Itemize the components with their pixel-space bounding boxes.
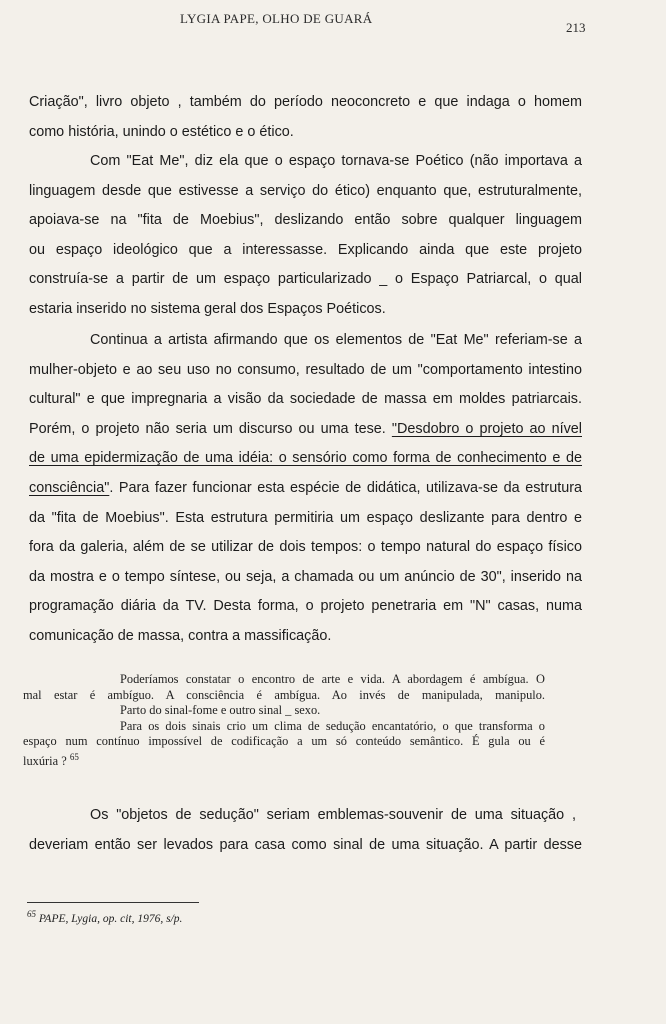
block-quote [23, 672, 545, 768]
quote-line: Parto do sinal-fome e outro sinal _ sexo. [120, 703, 321, 718]
footnote [27, 909, 182, 925]
footnote-marker: 65 [27, 909, 36, 919]
underlined-quote: "Desdobro o projeto ao nível [391, 420, 582, 437]
quote-text: luxúria ? [23, 753, 67, 768]
underlined-quote: de uma epidermização de uma idéia: o sensório como forma de conhecimento e de [29, 450, 582, 467]
footnote-reference: 65 [69, 751, 79, 762]
text-line: programação diária da TV. Desta forma, o projeto penetraria em "N" casas, numa [29, 598, 582, 615]
text-line: mulher-objeto e ao seu uso no consumo, resultado de um "comportamento intestino [29, 361, 582, 378]
text-line: da mostra e o tempo síntese, ou seja, a chamada ou um anúncio de 30", inserido na [29, 568, 582, 585]
page-number: 213 [566, 20, 586, 35]
text-line: Continua a artista afirmando que os elementos de "Eat Me" referiam-se a [90, 332, 582, 348]
text-segment: . Para fazer funcionar esta espécie de didática, utilizava-se da estrutura [109, 479, 582, 496]
text-line: Os "objetos de sedução" seriam emblemas-souvenir de uma situação , [90, 807, 576, 823]
quote-line: espaço num contínuo impossível de codificação a um só conteúdo semântico. É gula ou é [23, 734, 545, 749]
quote-line: Para os dois sinais crio um clima de sedução encantatório, o que transforma o [120, 718, 545, 733]
text-line: fora da galeria, além de se utilizar de dois tempos: o tempo natural do espaço físico [29, 539, 582, 556]
paragraph-2 [29, 147, 582, 325]
text-line: cultural" e que impregnaria a visão da sociedade de massa em moldes patriarcais. [29, 391, 582, 408]
text-line: comunicação de massa, contra a massificação. [29, 627, 332, 644]
text-line: da "fita de Moebius". Esta estrutura permitiria um espaço deslizante para dentro e [29, 509, 582, 526]
text-line: Com "Eat Me", diz ela que o espaço tornava-se Poético (não importava a [90, 153, 582, 169]
quote-line [23, 750, 545, 766]
running-head: LYGIA PAPE, OLHO DE GUARÁ [180, 11, 373, 26]
text-segment: Porém, o projeto não seria um discurso ou uma tese. [29, 420, 392, 437]
paragraph-1 [29, 88, 582, 147]
quote-line: mal estar é ambíguo. A consciência é ambígua. Ao invés de manipulada, manipulo. [23, 687, 545, 702]
footnote-text: PAPE, Lygia, op. cit, 1976, s/p. [36, 913, 183, 925]
text-line: Criação", livro objeto , também do período neoconcreto e que indaga o homem [29, 94, 582, 110]
text-line: como história, unindo o estético e o ético. [29, 123, 294, 140]
text-line [29, 474, 582, 504]
paragraph-3 [29, 326, 582, 652]
text-line: apoiava-se na "fita de Moebius", deslizando então sobre qualquer linguagem [29, 212, 582, 229]
text-line: construía-se a partir de um espaço particularizado _ o Espaço Patriarcal, o qual [29, 271, 582, 288]
paragraph-4 [29, 801, 582, 860]
quote-line: Poderíamos constatar o encontro de arte e vida. A abordagem é ambígua. O [120, 672, 545, 686]
text-line [29, 415, 582, 445]
text-line: deveriam então ser levados para casa como sinal de uma situação. A partir desse [29, 836, 582, 853]
text-line: ou espaço ideológico que a interessasse. Explicando ainda que este projeto [29, 241, 582, 258]
footnote-divider [27, 902, 199, 903]
text-line: linguagem desde que estivesse a serviço do ético) enquanto que, estruturalmente, [29, 182, 582, 199]
underlined-quote: consciência" [29, 479, 110, 496]
text-line: estaria inserido no sistema geral dos Espaços Poéticos. [29, 300, 386, 317]
